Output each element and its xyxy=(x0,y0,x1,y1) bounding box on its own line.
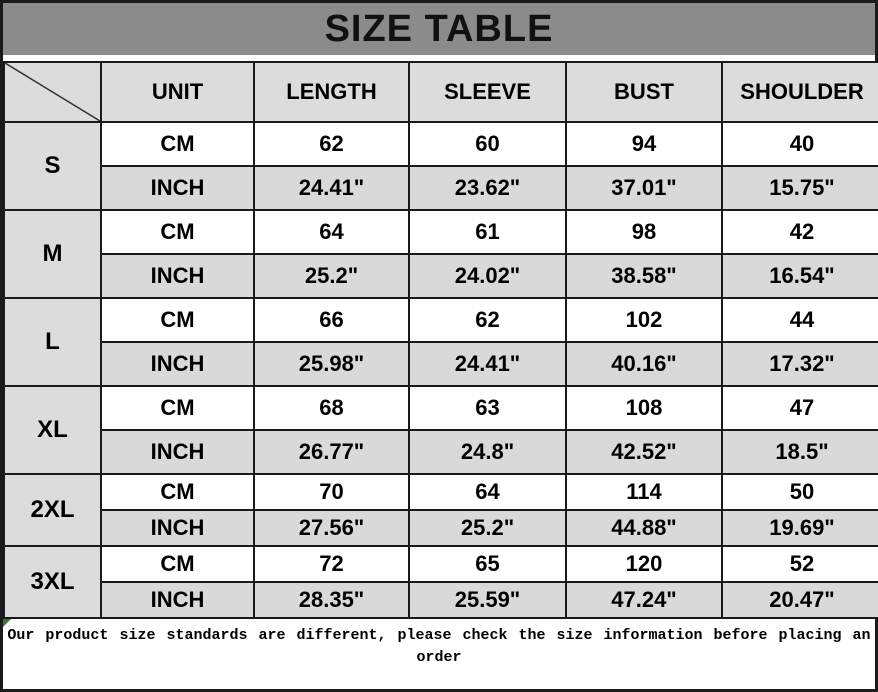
size-label-cell: 2XL xyxy=(4,474,101,546)
inch-value-cell: 47.24" xyxy=(566,582,722,618)
inch-value-cell: 38.58" xyxy=(566,254,722,298)
cm-value-cell: 40 xyxy=(722,122,878,166)
diagonal-line-icon xyxy=(5,63,100,121)
inch-value-cell: 25.2" xyxy=(254,254,409,298)
cm-value-cell: 42 xyxy=(722,210,878,254)
inch-value-cell: 17.32" xyxy=(722,342,878,386)
table-row xyxy=(4,474,878,510)
column-header-unit: UNIT xyxy=(101,62,254,122)
unit-cell: INCH xyxy=(101,510,254,546)
inch-value-cell: 24.02" xyxy=(409,254,566,298)
column-header-sleeve: SLEEVE xyxy=(409,62,566,122)
inch-value-cell: 42.52" xyxy=(566,430,722,474)
cm-value-cell: 47 xyxy=(722,386,878,430)
inch-value-cell: 25.2" xyxy=(409,510,566,546)
size-table-body xyxy=(4,122,878,618)
unit-cell: CM xyxy=(101,298,254,342)
cm-value-cell: 94 xyxy=(566,122,722,166)
column-header-shoulder: SHOULDER xyxy=(722,62,878,122)
table-row xyxy=(4,122,878,166)
unit-cell: CM xyxy=(101,386,254,430)
cm-value-cell: 72 xyxy=(254,546,409,582)
unit-cell: INCH xyxy=(101,582,254,618)
inch-value-cell: 44.88" xyxy=(566,510,722,546)
table-row xyxy=(4,510,878,546)
cm-value-cell: 102 xyxy=(566,298,722,342)
footer-note-text: Our product size standards are different, please check the size information before placing an order xyxy=(7,627,871,666)
cm-value-cell: 44 xyxy=(722,298,878,342)
inch-value-cell: 26.77" xyxy=(254,430,409,474)
inch-value-cell: 15.75" xyxy=(722,166,878,210)
cm-value-cell: 63 xyxy=(409,386,566,430)
cm-value-cell: 64 xyxy=(409,474,566,510)
inch-value-cell: 37.01" xyxy=(566,166,722,210)
cm-value-cell: 65 xyxy=(409,546,566,582)
unit-cell: CM xyxy=(101,474,254,510)
cm-value-cell: 62 xyxy=(409,298,566,342)
cell-corner-marker-icon xyxy=(3,619,11,627)
unit-cell: INCH xyxy=(101,430,254,474)
cm-value-cell: 70 xyxy=(254,474,409,510)
table-row xyxy=(4,386,878,430)
footer-note xyxy=(3,619,875,689)
table-row xyxy=(4,342,878,386)
size-label-cell: XL xyxy=(4,386,101,474)
inch-value-cell: 24.8" xyxy=(409,430,566,474)
cm-value-cell: 108 xyxy=(566,386,722,430)
inch-value-cell: 28.35" xyxy=(254,582,409,618)
size-table xyxy=(3,61,878,619)
unit-cell: CM xyxy=(101,122,254,166)
table-row xyxy=(4,582,878,618)
inch-value-cell: 24.41" xyxy=(254,166,409,210)
unit-cell: INCH xyxy=(101,166,254,210)
cm-value-cell: 61 xyxy=(409,210,566,254)
size-label-cell: 3XL xyxy=(4,546,101,618)
column-header-bust: BUST xyxy=(566,62,722,122)
inch-value-cell: 19.69" xyxy=(722,510,878,546)
table-header-row xyxy=(4,62,878,122)
cm-value-cell: 120 xyxy=(566,546,722,582)
unit-cell: CM xyxy=(101,210,254,254)
size-label-cell: L xyxy=(4,298,101,386)
diagonal-cell xyxy=(4,62,101,122)
inch-value-cell: 27.56" xyxy=(254,510,409,546)
cm-value-cell: 114 xyxy=(566,474,722,510)
inch-value-cell: 25.59" xyxy=(409,582,566,618)
table-row xyxy=(4,298,878,342)
inch-value-cell: 24.41" xyxy=(409,342,566,386)
cm-value-cell: 64 xyxy=(254,210,409,254)
inch-value-cell: 40.16" xyxy=(566,342,722,386)
column-header-length: LENGTH xyxy=(254,62,409,122)
cm-value-cell: 62 xyxy=(254,122,409,166)
size-label-cell: M xyxy=(4,210,101,298)
cm-value-cell: 98 xyxy=(566,210,722,254)
inch-value-cell: 25.98" xyxy=(254,342,409,386)
cm-value-cell: 68 xyxy=(254,386,409,430)
table-row xyxy=(4,166,878,210)
cm-value-cell: 66 xyxy=(254,298,409,342)
inch-value-cell: 18.5" xyxy=(722,430,878,474)
cm-value-cell: 50 xyxy=(722,474,878,510)
table-row xyxy=(4,546,878,582)
unit-cell: INCH xyxy=(101,342,254,386)
table-row xyxy=(4,210,878,254)
table-row xyxy=(4,254,878,298)
inch-value-cell: 23.62" xyxy=(409,166,566,210)
inch-value-cell: 16.54" xyxy=(722,254,878,298)
cm-value-cell: 60 xyxy=(409,122,566,166)
cm-value-cell: 52 xyxy=(722,546,878,582)
page-title: SIZE TABLE xyxy=(3,3,875,55)
table-row xyxy=(4,430,878,474)
size-label-cell: S xyxy=(4,122,101,210)
unit-cell: CM xyxy=(101,546,254,582)
inch-value-cell: 20.47" xyxy=(722,582,878,618)
unit-cell: INCH xyxy=(101,254,254,298)
